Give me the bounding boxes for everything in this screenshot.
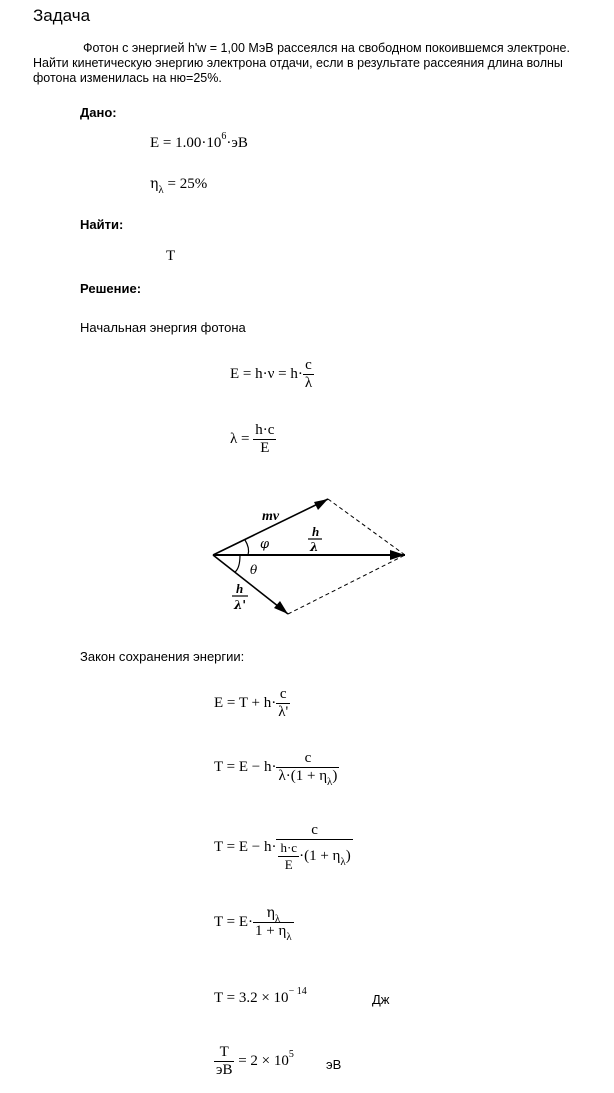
dashed-side: [328, 499, 405, 555]
formula-kinetic-2: [214, 822, 353, 873]
fraction-numerator: $\eta_\lambda$: [266, 905, 281, 925]
problem-statement: Фотон с энергией h'w = 1,00 МэВ рассеялся на свободном покоившемся электроне. Найти кинетическую энергию электрона отдачи, если в результате рассеяния длина волны фотона изменилась на ню=25%.: [33, 41, 570, 85]
result-ev: [214, 1044, 294, 1079]
formula-photon-energy: [230, 357, 314, 392]
find-heading: Найти:: [80, 217, 124, 232]
fraction-denominator: λ: [304, 375, 313, 391]
conservation-text: Закон сохранения энергии:: [80, 649, 245, 664]
angle-phi-arc: [245, 540, 249, 555]
result-exponent: − 14: [288, 986, 307, 997]
result-value: T = 3.2 × 10: [214, 990, 289, 1006]
label-h-scattered: h: [236, 581, 244, 596]
formula-energy-conservation: [214, 686, 290, 721]
energy-exponent: 6: [221, 131, 227, 142]
energy-value: 1.00·10: [175, 135, 222, 151]
formula-lhs: T = E·: [214, 913, 254, 930]
formula-lhs: λ =: [230, 430, 250, 447]
formula-kinetic-3: [214, 905, 294, 943]
label-lambda-incident: λ: [310, 540, 319, 554]
eta-value: 25%: [179, 176, 208, 192]
formula-kinetic-1: [214, 750, 339, 788]
given-eta: $\eta_\lambda = 25\%$: [150, 176, 208, 196]
energy-unit: ·эВ: [226, 135, 248, 151]
result-exponent: 5: [288, 1048, 294, 1060]
fraction-denominator: $\lambda\cdot(1 + \eta_\lambda)$: [278, 768, 338, 788]
formula-wavelength: [230, 422, 276, 457]
formula-lhs: T = E − h·: [214, 758, 277, 775]
result-unit-ev: эВ: [326, 1057, 342, 1072]
label-h-incident: h: [312, 524, 320, 539]
result-value: = 2 × 10: [238, 1052, 289, 1069]
energy-symbol: E: [150, 135, 160, 151]
fraction-numerator: h·c: [255, 422, 275, 438]
find-variable: T: [166, 248, 176, 264]
dashed-side: [288, 555, 405, 614]
result-joules: [214, 986, 307, 1007]
given-energy: $E = 1.00\cdot 10^6\cdot эВ$: [150, 131, 248, 151]
label-theta: θ: [250, 563, 258, 577]
label-phi: φ: [260, 537, 270, 552]
fraction-denominator: эВ: [216, 1062, 233, 1078]
angle-theta-arc: [235, 555, 240, 572]
fraction-denominator: $\frac{h\cdot c}{E}$ $\cdot(1 + \eta_\lambda)$: [276, 839, 352, 873]
label-mv: mv: [262, 509, 280, 524]
arrowhead: [314, 499, 328, 510]
formula-lhs: E = h·ν = h·: [230, 365, 303, 382]
fraction-denominator: $1 + \eta_\lambda$: [255, 923, 292, 943]
solution-heading: Решение:: [80, 281, 142, 296]
initial-energy-text: Начальная энергия фотона: [80, 320, 246, 335]
result-unit-joules: Дж: [372, 992, 390, 1007]
fraction-denominator: λ': [278, 704, 289, 720]
label-lambda-scattered: λ': [234, 598, 247, 612]
fraction-numerator: T: [219, 1044, 229, 1060]
formula-lhs: E = T + h·: [214, 694, 277, 711]
fraction-denominator: E: [253, 439, 276, 457]
fraction-numerator: c: [305, 357, 312, 373]
arrowhead: [274, 601, 288, 614]
given-heading: Дано:: [80, 105, 117, 120]
fraction-numerator: c: [311, 822, 318, 838]
eta-symbol: η: [150, 176, 159, 192]
momentum-diagram: [200, 490, 415, 620]
eta-subscript: λ: [158, 184, 164, 196]
page-title: Задача: [33, 6, 91, 25]
fraction-numerator: c: [304, 750, 312, 766]
fraction-numerator: c: [279, 686, 287, 702]
formula-lhs: T = E − h·: [214, 838, 277, 855]
